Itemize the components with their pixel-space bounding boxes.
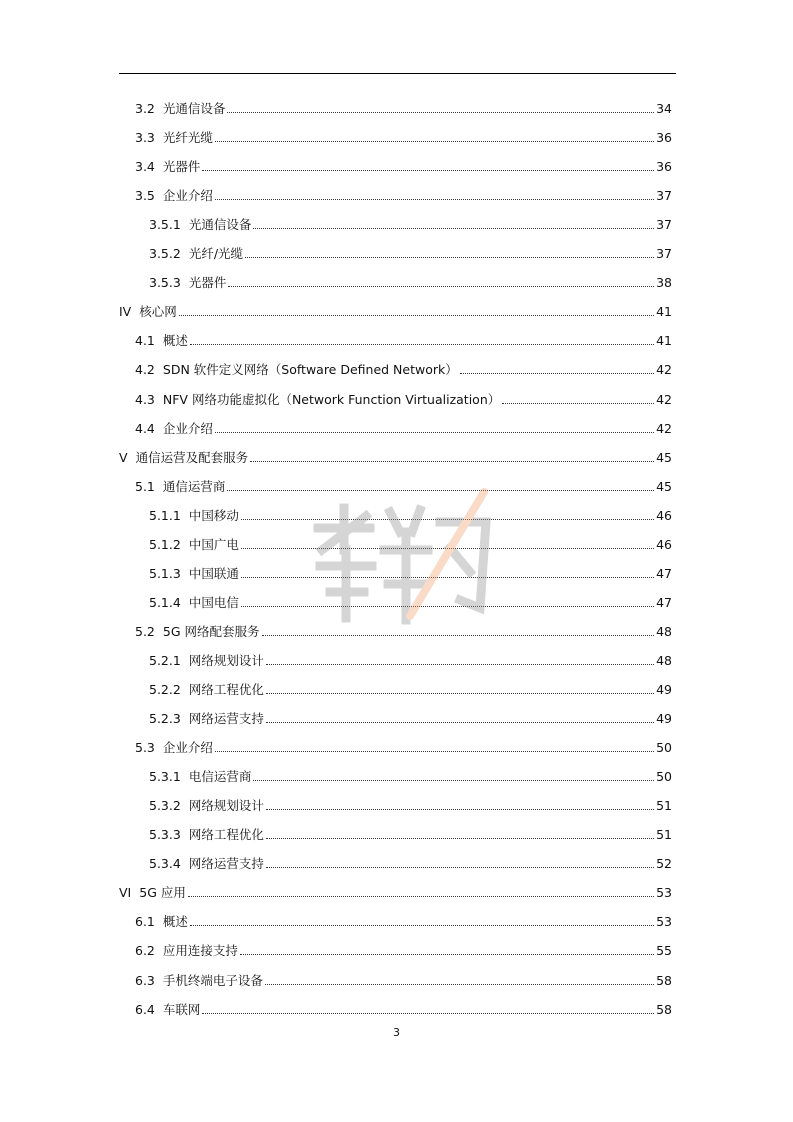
toc-entry[interactable] <box>119 878 672 907</box>
toc-entry-page: 51 <box>656 827 672 843</box>
toc-dot-leader <box>502 403 654 404</box>
toc-entry[interactable] <box>149 820 672 849</box>
toc-dot-leader <box>266 722 654 723</box>
toc-entry-page: 49 <box>656 682 672 697</box>
toc-entry-title: 网络规划设计 <box>188 652 264 668</box>
toc-entry-title: 网络工程优化 <box>188 682 264 697</box>
toc-entry-page: 48 <box>656 623 672 639</box>
toc-entry-title: 光纤光缆 <box>162 130 213 146</box>
toc-entry-number: 6.2 <box>135 943 155 959</box>
toc-entry-title: 中国联通 <box>188 565 239 581</box>
toc-entry-title: 网络规划设计 <box>188 798 264 814</box>
toc-entry-page: 53 <box>656 885 672 901</box>
toc-entry-title: 光通信设备 <box>162 101 226 116</box>
toc-entry-number: 5.2.1 <box>149 652 181 668</box>
toc-entry[interactable] <box>149 646 672 675</box>
toc-entry-number: 4.1 <box>135 333 155 349</box>
toc-entry[interactable] <box>135 152 672 181</box>
toc-entry[interactable] <box>149 762 672 791</box>
toc-entry[interactable] <box>149 704 672 733</box>
toc-entry[interactable] <box>119 443 672 472</box>
toc-entry[interactable] <box>135 181 672 210</box>
toc-dot-leader <box>228 286 654 287</box>
toc-dot-leader <box>266 664 654 665</box>
toc-entry-title: SDN 软件定义网络（Software Defined Network） <box>162 362 458 378</box>
toc-entry-number: IV <box>119 304 132 320</box>
header-rule <box>119 73 676 74</box>
toc-dot-leader <box>215 141 654 142</box>
toc-entry-number: 6.4 <box>135 1001 155 1017</box>
toc-entry[interactable] <box>149 268 672 297</box>
toc-entry-page: 42 <box>656 362 672 378</box>
toc-entry-page: 42 <box>656 420 672 436</box>
toc-entry-title: 5G 应用 <box>139 885 186 901</box>
toc-entry-number: 5.3.2 <box>149 798 181 814</box>
toc-dot-leader <box>460 373 654 374</box>
toc-entry-title: 5G 网络配套服务 <box>162 623 260 639</box>
toc-entry-page: 47 <box>656 565 672 581</box>
toc-entry-page: 37 <box>656 217 672 233</box>
toc-entry-title: 网络运营支持 <box>188 856 264 872</box>
toc-entry-page: 50 <box>656 740 672 756</box>
toc-entry-page: 36 <box>656 159 672 175</box>
toc-entry-number: V <box>119 449 128 465</box>
toc-entry-number: 5.2.2 <box>149 682 181 697</box>
toc-entry-page: 52 <box>656 856 672 872</box>
toc-entry[interactable] <box>149 239 672 268</box>
toc-entry-page: 37 <box>656 246 672 262</box>
toc-entry[interactable] <box>135 123 672 152</box>
toc-entry-title: 网络工程优化 <box>188 827 264 843</box>
toc-entry-title: 企业介绍 <box>162 740 213 756</box>
toc-entry-number: 6.1 <box>135 914 155 930</box>
toc-entry-number: 5.3.1 <box>149 769 181 785</box>
toc-entry-page: 49 <box>656 711 672 727</box>
toc-entry-number: 5.3 <box>135 740 155 756</box>
toc-entry-title: 光器件 <box>188 275 227 291</box>
toc-entry-title: 车联网 <box>162 1001 201 1017</box>
toc-entry[interactable] <box>149 791 672 820</box>
toc-entry[interactable] <box>135 966 672 995</box>
toc-entry[interactable] <box>149 210 672 239</box>
toc-entry-title: 企业介绍 <box>162 188 213 204</box>
toc-entry-title: 通信运营及配套服务 <box>135 449 249 465</box>
toc-entry-number: 3.5.3 <box>149 275 181 291</box>
toc-entry-number: 5.1 <box>135 478 155 494</box>
toc-entry-number: 5.3.3 <box>149 827 181 843</box>
toc-entry-title: 电信运营商 <box>188 769 252 785</box>
toc-entry-number: 3.5.2 <box>149 246 181 262</box>
toc-entry-page: 36 <box>656 130 672 146</box>
toc-entry-number: 4.2 <box>135 362 155 378</box>
toc-entry-number: 5.3.4 <box>149 856 181 872</box>
toc-entry-page: 45 <box>656 478 672 494</box>
toc-entry-title: 手机终端电子设备 <box>162 972 263 988</box>
toc-entry[interactable] <box>135 907 672 936</box>
toc-dot-leader <box>265 984 654 985</box>
toc-entry-title: 通信运营商 <box>162 478 226 494</box>
toc-entry-title: 概述 <box>162 333 188 349</box>
toc-dot-leader <box>266 867 654 868</box>
toc-entry[interactable] <box>135 995 672 1024</box>
page-number: 3 <box>393 1026 400 1039</box>
toc-dot-leader <box>266 838 654 839</box>
toc-dot-leader <box>215 199 654 200</box>
toc-entry[interactable] <box>135 414 672 443</box>
toc-dot-leader <box>202 1013 654 1014</box>
toc-entry-number: 4.4 <box>135 420 155 436</box>
toc-entry-page: 34 <box>656 101 672 116</box>
toc-entry-page: 46 <box>656 536 672 552</box>
toc-entry-number: 5.1.3 <box>149 565 181 581</box>
toc-entry[interactable] <box>135 936 672 965</box>
toc-entry-page: 46 <box>656 507 672 523</box>
toc-dot-leader <box>253 780 654 781</box>
toc-dot-leader <box>253 228 654 229</box>
toc-entry-page: 48 <box>656 652 672 668</box>
toc-entry-page: 58 <box>656 1001 672 1017</box>
toc-entry-page: 51 <box>656 798 672 814</box>
toc-entry[interactable] <box>135 385 672 414</box>
toc-dot-leader <box>266 693 654 694</box>
toc-entry-number: 3.4 <box>135 159 155 175</box>
toc-dot-leader <box>179 315 654 316</box>
toc-entry[interactable] <box>135 326 672 355</box>
toc-entry-title: 光纤/光缆 <box>188 246 244 262</box>
toc-entry-title: 光通信设备 <box>188 217 252 233</box>
toc-dot-leader <box>227 112 654 113</box>
toc-entry-number: 3.5.1 <box>149 217 181 233</box>
toc-entry-number: 6.3 <box>135 972 155 988</box>
toc-entry-page: 55 <box>656 943 672 959</box>
toc-dot-leader <box>250 461 654 462</box>
toc-entry-title: 中国移动 <box>188 507 239 523</box>
watermark-logo-icon <box>300 488 500 628</box>
toc-entry-title: 中国电信 <box>188 594 239 610</box>
toc-dot-leader <box>188 896 654 897</box>
toc-entry-page: 41 <box>656 333 672 349</box>
toc-entry-title: 应用连接支持 <box>162 943 238 959</box>
toc-entry-page: 58 <box>656 972 672 988</box>
toc-entry[interactable] <box>135 733 672 762</box>
toc-entry-number: 5.2 <box>135 623 155 639</box>
toc-dot-leader <box>266 809 654 810</box>
toc-entry-number: 3.2 <box>135 101 155 116</box>
toc-entry-page: 53 <box>656 914 672 930</box>
toc-entry-number: VI <box>119 885 132 901</box>
toc-dot-leader <box>190 344 654 345</box>
toc-entry-title: 光器件 <box>162 159 201 175</box>
toc-entry-title: 中国广电 <box>188 536 239 552</box>
toc-entry-number: 4.3 <box>135 391 155 407</box>
toc-entry-page: 41 <box>656 304 672 320</box>
toc-entry-page: 42 <box>656 391 672 407</box>
toc-entry-title: 企业介绍 <box>162 420 213 436</box>
toc-entry[interactable] <box>135 94 672 123</box>
toc-entry-title: 概述 <box>162 914 188 930</box>
toc-entry-title: NFV 网络功能虚拟化（Network Function Virtualization） <box>162 391 501 407</box>
toc-entry-number: 5.1.1 <box>149 507 181 523</box>
toc-entry-page: 47 <box>656 594 672 610</box>
toc-dot-leader <box>215 751 654 752</box>
toc-entry-title: 核心网 <box>139 304 177 320</box>
toc-entry-page: 45 <box>656 449 672 465</box>
toc-dot-leader <box>262 635 655 636</box>
toc-entry-number: 5.2.3 <box>149 711 181 727</box>
toc-entry[interactable] <box>149 675 672 704</box>
toc-dot-leader <box>215 432 654 433</box>
toc-entry-number: 5.1.2 <box>149 536 181 552</box>
toc-entry-title: 网络运营支持 <box>188 711 264 727</box>
toc-dot-leader <box>240 954 654 955</box>
toc-entry-page: 50 <box>656 769 672 785</box>
toc-dot-leader <box>190 925 654 926</box>
toc-dot-leader <box>202 170 654 171</box>
toc-entry[interactable] <box>135 355 672 384</box>
toc-entry[interactable] <box>149 849 672 878</box>
toc-dot-leader <box>245 257 654 258</box>
toc-entry-number: 3.3 <box>135 130 155 146</box>
toc-entry-number: 5.1.4 <box>149 594 181 610</box>
toc-entry-page: 38 <box>656 275 672 291</box>
toc-entry-number: 3.5 <box>135 188 155 204</box>
toc-entry-page: 37 <box>656 188 672 204</box>
toc-entry[interactable] <box>119 297 672 326</box>
